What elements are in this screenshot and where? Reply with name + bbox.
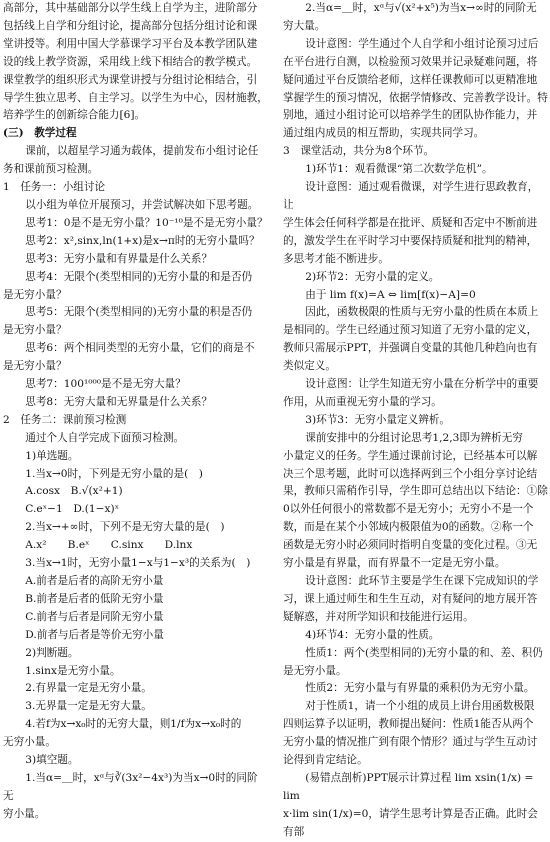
text-line: 别地，通过小组讨论可以培养学生的团队协作能力，并 [283,109,538,122]
text-line: 小量定义的任务。学生通过课前讨论，已经基本可以解 [283,449,538,462]
text-line: A.cosx B.√(x²+1) [25,485,123,498]
text-line: 包括线上自学和分组讨论，提高部分包括分组讨论和课 [3,19,258,32]
text-line: 思考4：无限个(类型相同的)无穷小量的和是否仍 [25,270,253,283]
text-line: 习，课上通过师生和生生互动，对有疑问的地方展开答 [283,592,538,605]
text-line: (易错点剖析)PPT展示计算过程 lim xsin(1/x) = lim [283,771,534,802]
text-line: 思考8：无穷大量和无界量是什么关系？ [25,395,213,408]
text-line: 疑问通过平台反馈给老师，这样任课教师可以更精准地 [283,73,538,86]
text-line: 3)填空题。 [25,754,79,767]
text-line: 是无穷小量。 [283,664,347,677]
text-line: 函数是无穷小时必须同时指明自变量的变化过程。③无 [283,539,538,552]
text-line: 2.当α=＿时，xᵅ与√(x²+x⁵)为当x→∞时的同阶无 [305,2,537,14]
text-line: 穷大量。 [283,19,326,32]
text-line: 以小组为单位开展预习，并尝试解决如下思考题。 [25,198,259,211]
text-line: 培养学生的创新综合能力[6]。 [3,109,146,122]
text-line: 课前，以超星学习通为载体，提前发布小组讨论任 [25,145,259,158]
right-column [283,0,548,842]
text-line: 学生体会任何科学都是在批评、质疑和否定中不断前进 [283,216,538,229]
text-line: 1.当α=＿时，xᵅ与∛(3x²−4x³)为当x→0时的同阶无 [3,771,258,802]
text-line: 掌握学生的预习情况，依据学情修改、完善教学设计。特 [283,91,548,104]
text-line: 思考7：100¹⁰⁰⁰是不是无穷大量？ [25,378,186,391]
text-line: 设计意图：让学生知道无穷小量在分析学中的重要 [305,378,539,391]
text-line: (三) 教学过程 [3,127,77,140]
text-line: 通过个人自学完成下面预习检测。 [25,431,185,444]
text-line: 1)单选题。 [25,449,79,462]
text-line: 设的线上教学资源，采用线上线下相结合的教学模式。 [3,55,258,68]
text-line: 穷小量是有界量，而有界量不一定是无穷小量。 [283,557,506,570]
text-line: 因此，函数极限的性质与无穷小量的性质在本质上 [305,306,539,319]
text-line: 1 任务一：小组讨论 [3,181,106,194]
text-line: 堂讲授等。利用中国大学慕课学习平台及本教学团队建 [3,37,258,50]
text-line: 设计意图：此环节主要是学生在课下完成知识的学 [305,575,539,587]
text-line: 通过组内成员的相互帮助，实现共同学习。 [283,127,485,140]
text-line: C.eˣ−1 D.(1−x)ˣ [25,503,120,516]
text-line: 论得到肯定结论。 [283,754,368,767]
text-line: 3.当x→1时，无穷小量1−x与1−x³的关系为( ) [25,557,251,570]
text-line: 是无穷小量？ [3,288,67,301]
text-line: 3.无界量一定是无穷大量。 [25,700,152,713]
text-line: 4.若f为x→x₀时的无穷大量，则1/f为x→x₀时的 [25,718,242,731]
text-line: 思考1：0是不是无穷小量？10⁻¹⁰是不是无穷小量？ [25,216,268,229]
text-line: 的，激发学生在平时学习中要保持质疑和批判的精神， [283,234,538,247]
text-line: 1.当x→0时，下列是无穷小量的是( ) [25,467,203,480]
text-line: 思考3：无穷小量和有界量是什么关系？ [25,252,213,265]
text-line: 设计意图：通过观看微课，对学生进行思政教育，让 [283,181,539,211]
text-line: A.前者是后者的高阶无穷小量 [25,575,164,587]
text-line: 3 课堂活动，共分为8个环节。 [283,145,435,158]
text-line: 由于 lim f(x)=A ⇔ lim[f(x)−A]=0 [305,288,476,301]
text-line: 2.当x→+∞时，下列不是无穷大量的是( ) [25,521,225,534]
text-line: 在平台进行自测，以检验预习效果并记录疑难问题，将 [283,55,538,68]
text-line: 高部分，其中基础部分以学生线上自学为主，进阶部分 [3,2,258,14]
text-line: 对于性质1，请一个小组的成员上讲台用函数极限 [305,700,535,713]
text-line: 教师只需展示PPT，并强调自变量的其他几种趋向也有 [283,342,538,355]
text-line: 无穷小量。 [3,736,56,749]
text-line: 1)环节1：观看微课“第二次数学危机”。 [305,163,493,176]
text-line: 是无穷小量？ [3,324,67,337]
text-line: 1.sinx是无穷小量。 [25,664,121,677]
text-line: 导学生独立思考、自主学习。以学生为中心，因材施教， [3,91,268,104]
text-line: 务和课前预习检测。 [3,163,99,176]
text-line: 2 任务二：课前预习检测 [3,413,127,426]
text-line: 思考2：x²,sinx,ln(1+x)是x→π时的无穷小量吗？ [25,234,260,247]
text-line: 是无穷小量？ [3,360,67,373]
text-line: 思考6：两个相同类型的无穷小量，它们的商是不 [25,342,255,355]
text-line: B.前者是后者的低阶无穷小量 [25,592,164,605]
text-line: 4)环节4：无穷小量的性质。 [305,628,440,641]
text-line: C.前者与后者是同阶无穷小量 [25,610,164,623]
text-line: 2)环节2：无穷小量的定义。 [305,270,440,283]
text-line: x·lim sin(1/x)=0，请学生思考计算是否正确。此时会有部 [283,807,538,838]
text-line: 课堂教学的组织形式为课堂讲授与分组讨论相结合，引 [3,73,258,86]
text-line: A.x² B.eˣ C.sinx D.lnx [25,539,193,552]
text-line: 多思考才能不断进步。 [283,252,389,265]
text-line: 类似定义。 [283,360,336,373]
text-line: 无穷小量的情况推广到有限个情形？通过与学生互动讨 [283,736,538,749]
text-line: 性质2：无穷小量与有界量的乘积仍为无穷小量。 [305,682,535,695]
text-line: 2)判断题。 [25,646,79,659]
text-line: 作用，从而重视无穷小量的学习。 [283,395,442,408]
text-line: 果，教师只需稍作引导，学生即可总结出以下结论：①除 [283,485,548,498]
text-line: 是相同的。学生已经通过预习知道了无穷小量的定义， [283,324,538,337]
text-line: 穷小量。 [3,807,46,820]
text-line: 设计意图：学生通过个人自学和小组讨论预习过后 [305,37,539,50]
text-line: 性质1：两个(类型相同的)无穷小量的和、差、积仍 [305,646,543,659]
text-line: 思考5：无限个(类型相同的)无穷小量的积是否仍 [25,306,253,319]
text-line: 0以外任何很小的常数都不是无穷小；无穷小不是一个 [283,503,534,516]
text-line: 数，而是在某个小邻域内极限值为0的函数。②称一个 [283,521,534,534]
text-line: 疑解惑，并对所学知识和技能进行运用。 [283,610,474,623]
text-line: 3)环节3：无穷小量定义辨析。 [305,413,450,426]
text-line: 决三个思考题，此时可以选择两到三个小组分享讨论结 [283,467,538,480]
left-column [3,0,268,824]
text-line: 四则运算予以证明，教师提出疑问：性质1能否从两个 [283,718,534,731]
text-line: D.前者与后者是等价无穷小量 [25,628,164,641]
text-line: 课前安排中的分组讨论思考1,2,3即为辨析无穷 [305,431,523,444]
text-line: 2.有界量一定是无穷小量。 [25,682,152,695]
